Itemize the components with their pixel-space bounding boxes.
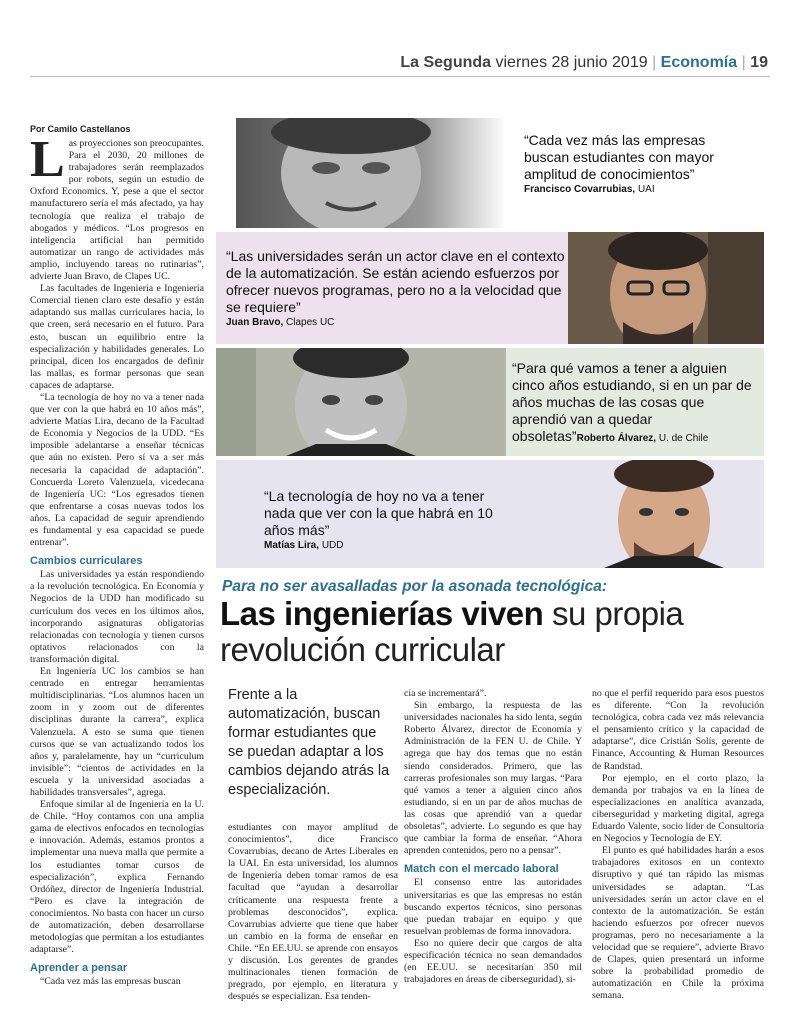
subhead-aprender: Aprender a pensar — [30, 962, 128, 975]
col1-para-4: Las universidades ya están respondiendo a la revolución tecnológica. En Economía y Negocios de la UDD han modificado su currículum dos veces en los últimos años, incorporando asignaturas obligatorias relacionadas con tecnología y tienen cursos optativos relacionados con la transformación digital. — [30, 569, 204, 665]
col4-para-2: Por ejemplo, en el corto plazo, la demanda por trabajos va en la línea de especializaciones en analítica avanzada, ciberseguridad y marketing digital, agrega Eduardo Valente, socio líder de Consultoría en Negocios y Tecnología de EY. — [592, 772, 764, 845]
headline-bold: Las ingenierías viven — [220, 595, 544, 632]
col3-para-2: El consenso entre las autoridades universitarias es que las empresas no están buscando expertos técnicos, sino personas que puedan trabajar en equipo y que resuelvan problemas de forma innovadora. — [404, 877, 582, 937]
portrait-covarrubias — [216, 118, 506, 228]
column-1 — [30, 131, 204, 988]
quote-1-attrib — [524, 183, 754, 196]
quote-band-1 — [216, 118, 764, 228]
masthead-sep2: | — [741, 54, 746, 71]
column-4 — [592, 688, 764, 1002]
col4-para-3: El punto es qué habilidades harán a esos trabajadores exitosos en un contexto disruptivo y qué tan rápido las mismas universidades se adaptan. “Las universidades serán un actor clave en el contexto de la automatización. Se están haciendo esfuerzos por ofrecer nuevos programas, pero no necesariamente a la velocidad que se requiere”, advierte Bravo de Clapes, quien presentará un informe sobre la probabilidad promedio de automatización en Chile la próxima semana. — [592, 845, 764, 1002]
masthead-rule — [30, 76, 770, 77]
masthead-sep: | — [652, 54, 657, 71]
portrait-alvarez — [216, 348, 506, 456]
col1-para-6: Enfoque similar al de Ingeniería en la U. de Chile. “Hoy contamos con una amplia gama de electivos enfocados en tecnologías e innovación. Además, estamos prontos a implementar una nueva malla que permite a los estudiantes tomar cursos de especialización”, explica Fernando Ordóñez, director de Ingeniería Industrial. “Pero es clave la integración de conocimientos. No basta con hacer un curso de automatización, deben desarrollarse metodologías que permitan a los estudiantes adaptarse”. — [30, 799, 204, 956]
quote-1 — [524, 132, 754, 196]
col1-para-3: “La tecnología de hoy no va a tener nada que ver con la que habrá en 10 años más”, advierte Matías Lira, decano de la Facultad de Economía y Negocios de la UDD. “Es imposible adelantarse a enseñar técnicas que aún no existen. Pero sí va a ser más necesaria la capacidad de adaptación”. Concuerda Loreto Valenzuela, vicedecana de Ingeniería UC: “Los egresados tienen que enfrentarse a cosas nuevas todos los años. La capacidad de seguir aprendiendo es fundamental y esa capacidad se puede entrenar”. — [30, 391, 204, 549]
quote-2-org: Clapes UC — [286, 317, 335, 328]
quote-band-2 — [216, 232, 764, 344]
page-number: 19 — [750, 54, 768, 71]
column-2 — [228, 822, 398, 1003]
quote-3-text: “Para qué vamos a tener a alguien cinco años estudiando, si en un par de años muchas de las cosas que aprendió van a quedar obsoletas” — [512, 360, 752, 444]
quote-2-attrib — [226, 316, 566, 329]
headline-light-1: su propia — [552, 595, 684, 632]
col2-para-1: estudiantes con mayor amplitud de conocimientos”, dice Francisco Covarrubias, decano de Artes Liberales en la UAI. En esta universidad, los alumnos de Ingeniería deben tomar ramos de esa facultad que “ayudan a desarrollar críticamente una respuesta frente a problemas desconocidos”, explica. Covarrubias advierte que tiene que haber un cambio en la forma de enseñar en Chile. “En EE.UU. se aprende con ensayos y discusión. Los gerentes de grandes multinacionales tienen formación de pregrado, por ejemplo, en literatura y después se especializan. Esa tenden- — [228, 822, 398, 1003]
quote-2-text: “Las universidades serán un actor clave en el contexto de la automatización. Se están aciendo esfuerzos por ofrecer nuevos programas, pero no a la velocidad que se requiere” — [226, 248, 565, 315]
quote-band-4 — [216, 460, 764, 568]
summary: Frente a la automatización, buscan formar estudiantes que se puedan adaptar a los cambios dejando atrás la especialización. — [228, 687, 390, 798]
portrait-lira — [564, 460, 764, 568]
kicker: Para no ser avasalladas por la asonada tecnológica: — [222, 578, 608, 595]
quote-4 — [264, 488, 504, 552]
quote-band-3 — [216, 348, 764, 456]
col1-para-7: “Cada vez más las empresas buscan — [40, 976, 181, 988]
masthead-date: viernes 28 junio 2019 — [495, 54, 648, 71]
col1-para-2: Las facultades de Ingeniería e Ingeniería Comercial tienen claro este desafío y están adaptando sus mallas curriculares hacia, lo que creen, será necesario en el futuro. Para esto, buscan un equilibrio entre la especialización y habilidades generales. Lo principal, dicen los encargados de definir las mallas, es formar personas que sean capaces de adaptarse. — [30, 283, 204, 391]
col1-para-1 — [30, 131, 204, 283]
col1-p1-text: as proyecciones son preocupantes. Para el 2030, 20 millones de trabajadores serán reemplazados por robots, según un estudio de Oxford Economics. Y, pese a que el sector manufacturero sería el más afectado, ya hay tecnología que realiza el trabajo de abogados y médicos. “Los progresos en inteligencia artificial han permitido automatizar un rango de actividades más amplio, incluyendo tareas no rutinarias”, advierte Juan Bravo, de Clapes UC. — [30, 138, 204, 283]
quote-2 — [226, 248, 566, 329]
masthead — [0, 50, 790, 76]
subhead-match: Match con el mercado laboral — [404, 863, 559, 876]
quote-3-attrib — [577, 433, 709, 444]
quote-1-org: UAI — [637, 184, 655, 195]
masthead-text — [400, 54, 768, 72]
quote-4-name: Matías Lira, — [264, 540, 320, 551]
quote-3 — [512, 360, 758, 445]
column-3 — [404, 688, 582, 986]
quote-3-org: U. de Chile — [658, 433, 709, 444]
quote-2-name: Juan Bravo, — [226, 317, 284, 328]
quote-3-name: Roberto Álvarez, — [576, 433, 657, 444]
section-name: Economía — [660, 54, 738, 71]
quote-4-text: “La tecnología de hoy no va a tener nada que ver con la que habrá en 10 años más” — [264, 488, 493, 538]
col1-para-5: En Ingeniería UC los cambios se han centrado en entregar herramientas multidisciplinarias. “Los alumnos hacen un zoom in y zoom out de diferentes disciplinas durante la carrera”, explica Valenzuela. A esto se suma que tienen cursos que se van actualizando todos los años y, paralelamente, hay un “curriculum invisible”: “cientos de actividades en la escuela y la universidad asociadas a habilidades transversales”, agrega. — [30, 666, 204, 798]
byline: Por Camilo Castellanos — [30, 124, 131, 134]
quote-4-org: UDD — [321, 540, 344, 551]
headline-light-2: revolución curricular — [220, 631, 505, 668]
headline — [220, 596, 780, 668]
quote-1-text: “Cada vez más las empresas buscan estudiantes con mayor amplitud de conocimientos” — [524, 132, 714, 182]
subhead-cambios: Cambios curriculares — [30, 555, 143, 568]
col3-para-0: cia se incrementará”. — [404, 688, 487, 699]
col4-para-1: no que el perfil requerido para esos puestos es diferente. “Con la revolución tecnológica, cobra cada vez más relevancia el pensamiento crítico y la capacidad de adaptarse”, dice Cristián Solís, gerente de Finance, Accounting & Human Resources de Randstad. — [592, 688, 764, 772]
dropcap: L — [30, 131, 65, 188]
quote-4-attrib — [264, 539, 504, 552]
paper-name: La Segunda — [400, 54, 492, 71]
col3-para-3: Eso no quiere decir que cargos de alta especificación técnica no sean demandados (en EE.UU. se necesitarían 350 mil trabajadores en áreas de ciberseguridad), si- — [404, 937, 582, 986]
quote-1-name: Francisco Covarrubias, — [524, 184, 636, 195]
portrait-bravo — [568, 232, 764, 344]
col3-para-1: Sin embargo, la respuesta de las universidades nacionales ha sido lenta, según Roberto Álvarez, director de Economía y Administración de la FEN U. de Chile. Y agrega que hay dos temas que no están siendo considerados. Primero, que las carreras profesionales son muy largas. “Para qué vamos a tener a alguien cinco años estudiando, si en un par de años muchas de las cosas que aprendió van a quedar obsoletas”, advierte. Lo segundo es que hay que cambiar la forma de enseñar. “Ahora aprenden contenidos, pero no a pensar”. — [404, 700, 582, 857]
